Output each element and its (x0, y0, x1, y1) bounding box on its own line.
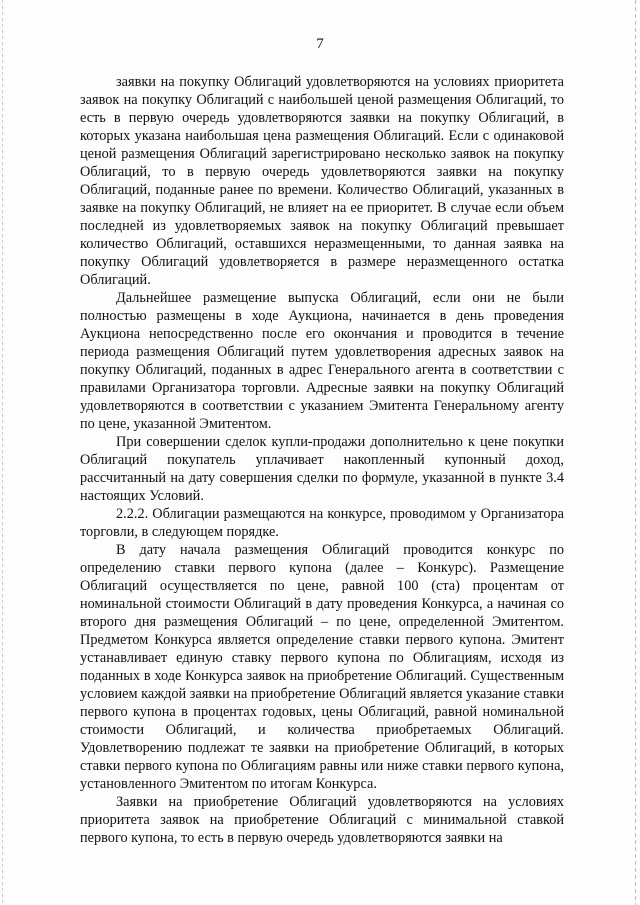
paragraph-coupon-income: При совершении сделок купли-продажи дополнительно к цене покупки Облигаций покупатель уплачивает накопленный купонный доход, рассчитанный на дату совершения сделки по формуле, указанной в пункте 3.4 настоящих Условий. (80, 434, 564, 504)
paragraph-applications-priority: Заявки на приобретение Облигаций удовлетворяются на условиях приоритета заявок на приобретение Облигаций с минимальной ставкой первого купона, то есть в первую очередь удовлетворяются заявки на (80, 794, 564, 846)
paragraph-competition: В дату начала размещения Облигаций проводится конкурс по определению ставки первого купона (далее – Конкурс). Размещение Облигаций осуществляется по цене, равной 100 (ста) процентам от номинальной стоимости Облигаций в дату проведения Конкурса, а начиная со второго дня размещения Облигаций – по цене, определенной Эмитентом. Предметом Конкурса является определение ставки первого купона. Эмитент устанавливает единую ставку первого купона по Облигациям, исходя из поданных в ходе Конкурса заявок на приобретение Облигаций. Существенным условием каждой заявки на приобретение Облигаций является указание ставки первого купона в процентах годовых, цены Облигаций, равной номинальной стоимости Облигаций, и количества приобретаемых Облигаций. Удовлетворению подлежат те заявки на приобретение Облигаций, в которых ставки первого купона по Облигациям равны или ниже ставки первого купона, установленного Эмитентом по итогам Конкурса. (80, 542, 564, 792)
paragraph-continuation: заявки на покупку Облигаций удовлетворяются на условиях приоритета заявок на покупку Облигаций с наибольшей ценой размещения Облигаций, то есть в первую очередь удовлетворяются заявки на покупку Облигаций, в которых указана наибольшая цена размещения Облигаций. Если с одинаковой ценой размещения Облигаций зарегистрировано несколько заявок на покупку Облигаций, то в первую очередь удовлетворяются заявки на покупку Облигаций, поданные ранее по времени. Количество Облигаций, указанных в заявке на покупку Облигаций, не влияет на ее приоритет. В случае если объем последней из удовлетворяемых заявок на покупку Облигаций превышает количество Облигаций, оставшихся неразмещенными, то данная заявка на покупку Облигаций удовлетворяется в размере неразмещенного остатка Облигаций. (80, 74, 564, 288)
scan-edge-right (635, 0, 636, 905)
scan-edge-left (2, 0, 3, 905)
document-body (80, 73, 564, 847)
paragraph-further-placement: Дальнейшее размещение выпуска Облигаций, если они не были полностью размещены в ходе Аукциона, начинается в день проведения Аукциона непосредственно после его окончания и проводится в течение периода размещения Облигаций путем удовлетворения адресных заявок на покупку Облигаций, поданных в адрес Генерального агента в соответствии с правилами Организатора торговли. Адресные заявки на покупку Облигаций удовлетворяются в соответствии с указанием Эмитента Генеральному агенту по цене, указанной Эмитентом. (80, 290, 564, 432)
page-number: 7 (316, 36, 324, 52)
paragraph-section-2-2-2: 2.2.2. Облигации размещаются на конкурсе, проводимом у Организатора торговли, в следующем порядке. (80, 506, 564, 540)
